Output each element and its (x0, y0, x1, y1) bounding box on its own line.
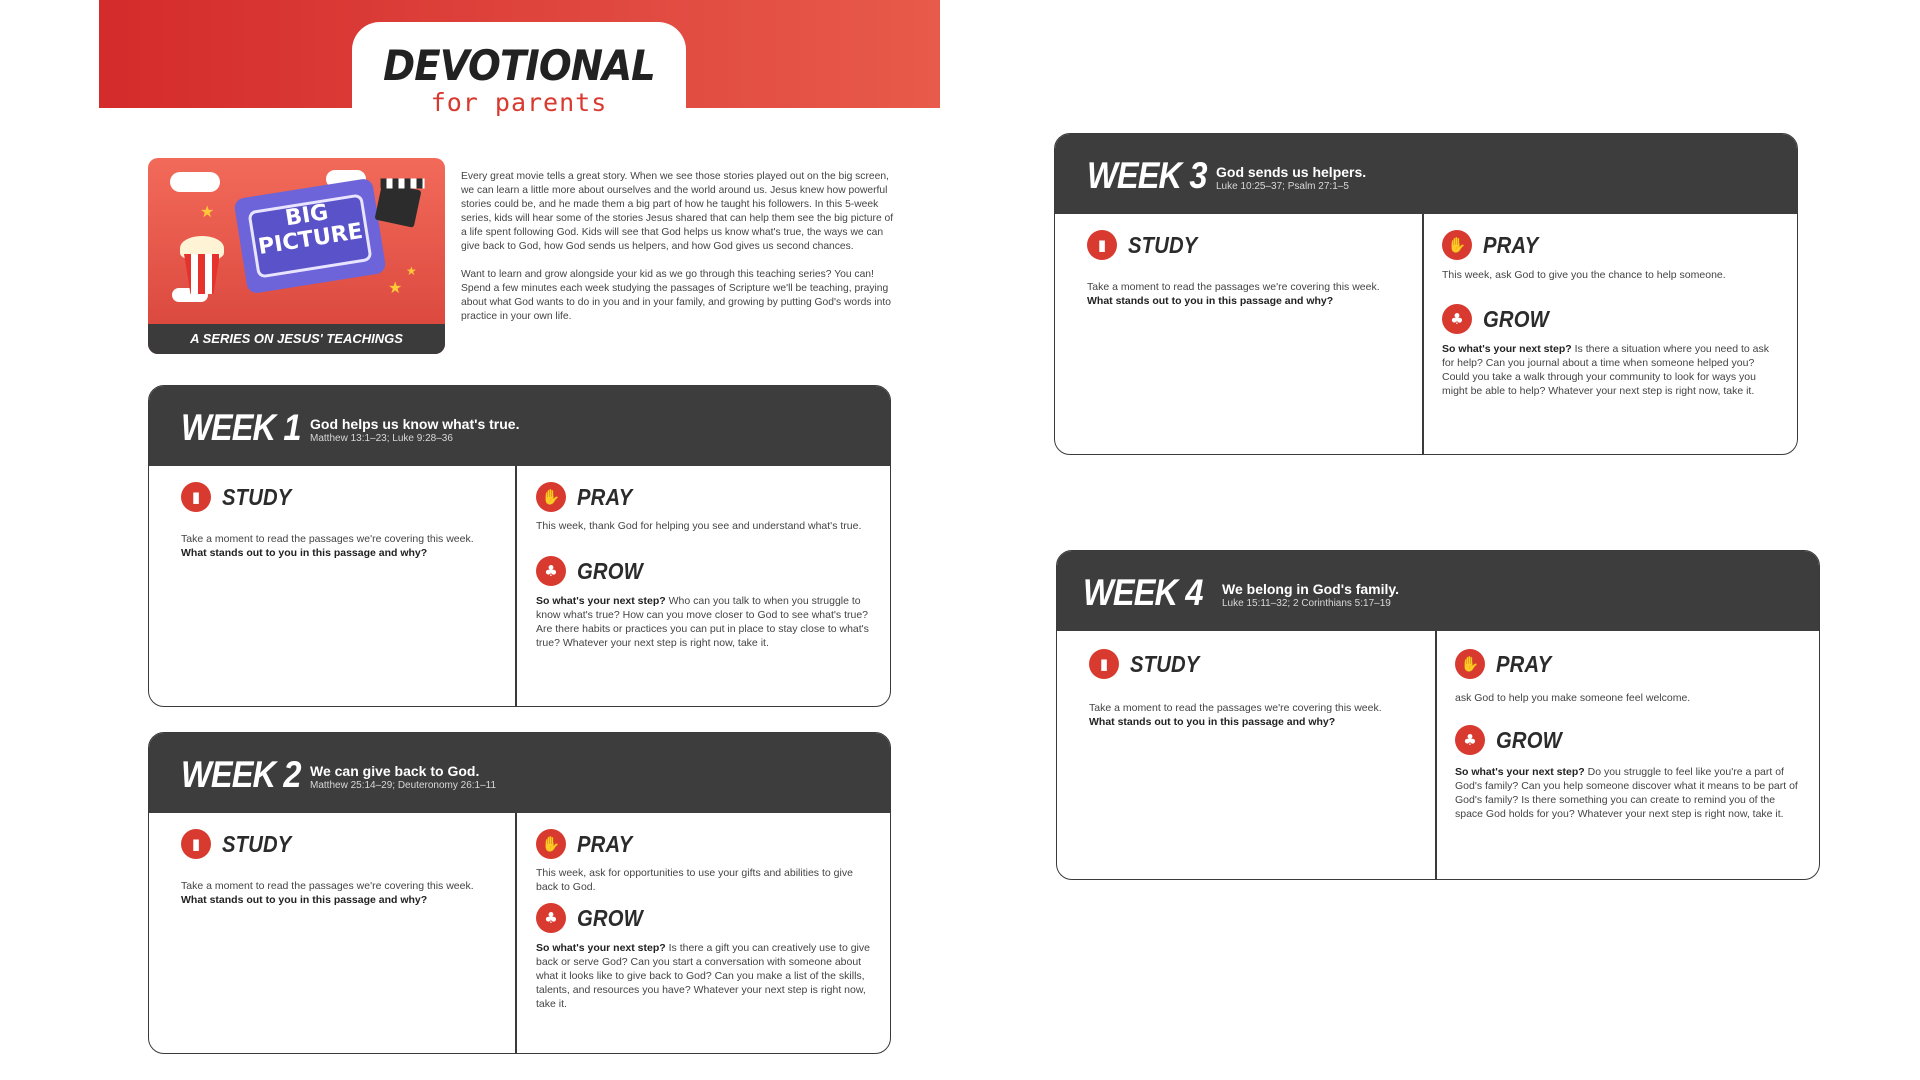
star-icon: ★ (388, 280, 403, 297)
intro-paragraph-2: Want to learn and grow alongside your kid as we go through this teaching series? You can! Spend a few minutes each week studying the passages of Scripture we'll be teaching, praying about what God wants to do in you and in your family, and growing by putting God's words into practice in your own life. (461, 269, 891, 322)
study-question: What stands out to you in this passage and why? (181, 547, 428, 559)
week-header (1055, 134, 1797, 214)
week-number: WEEK 4 (1083, 572, 1203, 613)
study-heading (181, 829, 301, 859)
study-text (1089, 701, 1429, 729)
grow-lead: So what's your next step? (536, 595, 666, 607)
book-icon: ▮ (181, 829, 211, 859)
praying-hands-icon: ✋ (1455, 649, 1485, 679)
popcorn-icon (178, 232, 226, 292)
pray-label: PRAY (1483, 231, 1539, 258)
grow-heading (1455, 725, 1571, 755)
pray-text: ask God to help you make someone feel welcome. (1455, 692, 1691, 704)
week-reference: Luke 10:25–37; Psalm 27:1–5 (1216, 181, 1349, 192)
intro-text (461, 170, 897, 338)
week-reference: Matthew 13:1–23; Luke 9:28–36 (310, 433, 453, 444)
week-3-card (1054, 133, 1798, 455)
ticket-text: BIG PICTURE (256, 200, 365, 261)
pray-text: This week, ask God to give you the chance to help someone. (1442, 269, 1726, 281)
week-theme: God sends us helpers. (1216, 164, 1367, 180)
study-label: STUDY (222, 483, 292, 510)
week-reference: Matthew 25:14–29; Deuteronomy 26:1–11 (310, 780, 497, 791)
study-instruction: Take a moment to read the passages we're covering this week. (1087, 281, 1380, 293)
grow-heading (536, 903, 652, 933)
book-icon: ▮ (181, 482, 211, 512)
study-question: What stands out to you in this passage and why? (1089, 716, 1336, 728)
study-instruction: Take a moment to read the passages we're covering this week. (1089, 702, 1382, 714)
study-text (1087, 280, 1417, 308)
week-number: WEEK 1 (181, 407, 301, 448)
week-header (1057, 551, 1819, 631)
series-caption: A SERIES ON JESUS' TEACHINGS (148, 324, 445, 354)
pray-label: PRAY (577, 483, 633, 510)
week-header (149, 733, 890, 813)
grow-heading (1442, 304, 1558, 334)
column-divider (515, 813, 517, 1053)
grow-body: Do you struggle to feel like you're a part of God's family? Can you help someone discover what it means to be part of God's family? Is there something you can create to remind you of the space God holds for you? Whatever your next step is right now, take it. (1455, 766, 1798, 820)
pray-label: PRAY (1496, 650, 1552, 677)
star-icon: ★ (406, 264, 417, 278)
pray-heading (536, 829, 640, 859)
grow-text (536, 594, 876, 650)
week-theme: God helps us know what's true. (310, 416, 520, 432)
praying-hands-icon: ✋ (1442, 230, 1472, 260)
grow-label: GROW (1483, 305, 1549, 332)
grow-label: GROW (577, 904, 643, 931)
sprout-icon: ♣ (536, 556, 566, 586)
study-label: STUDY (1130, 650, 1200, 677)
pray-heading (1442, 230, 1546, 260)
week-reference: Luke 15:11–32; 2 Corinthians 5:17–19 (1222, 598, 1391, 609)
study-heading (1089, 649, 1209, 679)
study-label: STUDY (222, 830, 292, 857)
grow-body: Is there a situation where you need to ask for help? Can you journal about a time when someone helped you? Could you take a walk through your community to look for ways you might be able to help? Whatever your next step is right now, take it. (1442, 343, 1769, 397)
study-label: STUDY (1128, 231, 1198, 258)
column-divider (1422, 214, 1424, 454)
grow-body: Who can you talk to when you struggle to know what's true? How can you move closer to God to see what's true? Are there habits or practices you can put in place to stay close to what's true? Whatever your next step is right now, take it. (536, 595, 869, 649)
sprout-icon: ♣ (1455, 725, 1485, 755)
study-question: What stands out to you in this passage and why? (181, 894, 428, 906)
book-icon: ▮ (1089, 649, 1119, 679)
sprout-icon: ♣ (1442, 304, 1472, 334)
week-header (149, 386, 890, 466)
grow-label: GROW (577, 557, 643, 584)
grow-text (536, 941, 876, 1011)
praying-hands-icon: ✋ (536, 482, 566, 512)
week-2-card (148, 732, 891, 1054)
study-question: What stands out to you in this passage and why? (1087, 295, 1334, 307)
study-text (181, 879, 506, 907)
series-artwork (148, 158, 445, 354)
week-number: WEEK 2 (181, 754, 301, 795)
pray-text: This week, thank God for helping you see and understand what's true. (536, 520, 862, 532)
study-instruction: Take a moment to read the passages we're covering this week. (181, 880, 474, 892)
grow-heading (536, 556, 652, 586)
grow-text (1455, 765, 1805, 821)
sprout-icon: ♣ (536, 903, 566, 933)
clapperboard-icon (374, 182, 421, 227)
week-4-card (1056, 550, 1820, 880)
week-theme: We belong in God's family. (1222, 581, 1400, 597)
grow-lead: So what's your next step? (536, 942, 666, 954)
pray-label: PRAY (577, 830, 633, 857)
column-divider (515, 466, 517, 706)
week-theme: We can give back to God. (310, 763, 480, 779)
ticket-graphic (233, 178, 386, 295)
grow-label: GROW (1496, 726, 1562, 753)
pray-heading (536, 482, 640, 512)
title-tab (352, 22, 686, 122)
grow-lead: So what's your next step? (1455, 766, 1585, 778)
study-heading (1087, 230, 1207, 260)
pray-heading (1455, 649, 1559, 679)
page-title: DEVOTIONAL (383, 41, 655, 90)
week-1-card (148, 385, 891, 707)
grow-text (1442, 342, 1782, 398)
study-heading (181, 482, 301, 512)
study-instruction: Take a moment to read the passages we're covering this week. (181, 533, 474, 545)
cloud-icon (170, 172, 220, 192)
week-number: WEEK 3 (1087, 155, 1207, 196)
star-icon: ★ (200, 204, 215, 221)
praying-hands-icon: ✋ (536, 829, 566, 859)
grow-lead: So what's your next step? (1442, 343, 1572, 355)
pray-text: This week, ask for opportunities to use your gifts and abilities to give back to God. (536, 867, 853, 893)
study-text (181, 532, 506, 560)
column-divider (1435, 631, 1437, 879)
grow-body: Is there a gift you can creatively use to give back or serve God? Can you start a conversation with someone about what it looks like to give back to God? Can you make a list of the skills, talents, and resources you have? Whatever your next step is right now, take it. (536, 942, 870, 1010)
book-icon: ▮ (1087, 230, 1117, 260)
page-subtitle: for parents (430, 88, 608, 117)
intro-paragraph-1: Every great movie tells a great story. When we see those stories played out on the big screen, we can learn a little more about ourselves and the world around us. Jesus knew how powerful stories could be, and he made them a big part of how he taught his followers. In this 5-week series, kids will hear some of the stories Jesus shared that can help them see the big picture of a life spent following God. Kids will see that God helps us know what's true, the ways we can give back to God, how God sends us helpers, and how God gives us second chances. (461, 171, 894, 252)
